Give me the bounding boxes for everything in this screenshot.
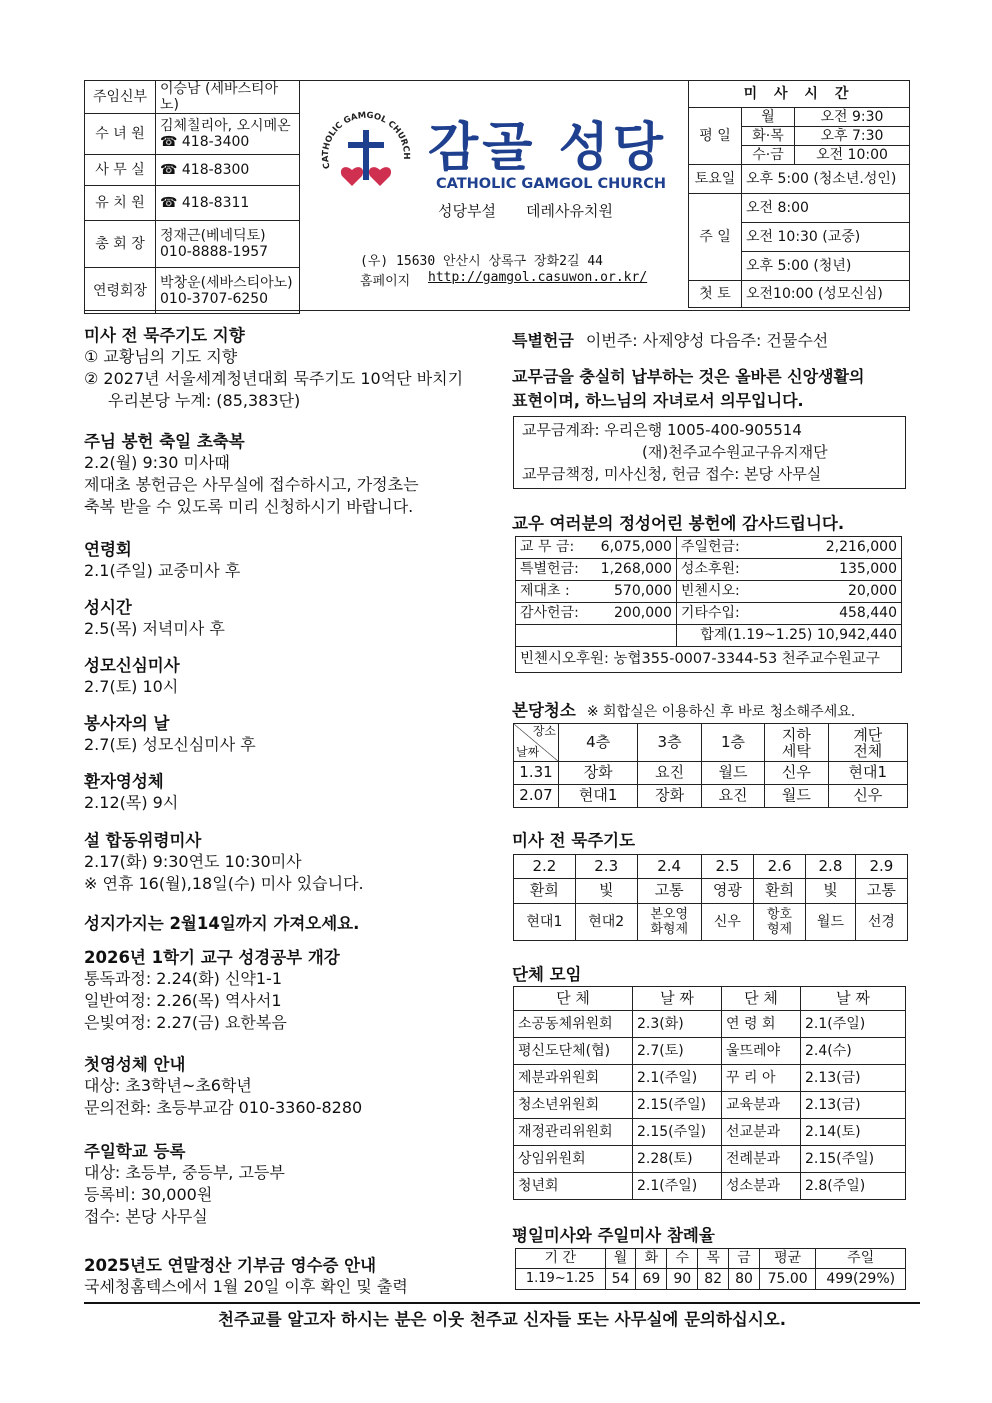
info-value: ☎ 418-8311	[156, 186, 300, 221]
church-logo	[318, 108, 414, 204]
offering-value: 570,000	[589, 581, 676, 603]
address: (우) 15630 안산시 상록구 장화2길 44	[360, 254, 603, 269]
group-name: 재정관리위원회	[514, 1119, 633, 1146]
sunday-time: 오후 5:00 (청년)	[742, 252, 910, 281]
info-value: 010-3707-6250	[160, 290, 269, 307]
rosary-group: 월드	[806, 904, 856, 941]
attendance-cell: 1.19~1.25	[516, 1269, 606, 1290]
rosary-mystery: 영광	[701, 879, 753, 904]
rosary-mystery: 빛	[806, 879, 856, 904]
groups-title: 단체 모임	[512, 965, 582, 984]
rosary-mystery: 환희	[514, 879, 576, 904]
cleaning-cell: 월드	[765, 785, 828, 808]
offering-label: 교 무 금:	[516, 537, 590, 559]
attendance-header: 주일	[816, 1249, 906, 1269]
info-value: 박창운(세바스티아노)	[160, 274, 293, 291]
info-label: 사 무 실	[85, 155, 156, 186]
sunday-label: 주 일	[689, 194, 742, 281]
dues-account-box	[513, 416, 906, 489]
text-line: 교무금을 충실히 납부하는 것은 올바른 신앙생활의	[512, 367, 865, 386]
offering-label: 기타수입:	[676, 603, 779, 625]
mass-day: 월	[742, 108, 795, 127]
mass-time: 오전 10:00	[795, 146, 910, 165]
cleaning-header-cell: 3층	[638, 724, 701, 762]
info-value: 정재근(베네딕토)	[160, 228, 266, 245]
section-volunteer-day	[84, 710, 504, 756]
section-title: 2026년 1학기 교구 성경공부 개강	[84, 948, 340, 967]
section-title: 주일학교 등록	[84, 1142, 186, 1161]
rosary-group: 선경	[855, 904, 907, 941]
group-name: 교육분과	[722, 1092, 801, 1119]
text-line: 2.12(목) 9시	[84, 793, 179, 812]
first-sat-label: 첫 토	[689, 281, 742, 308]
text-line: 대상: 초3학년~초6학년	[84, 1076, 252, 1095]
info-label: 총 회 장	[85, 221, 156, 268]
text-line: 2.1(주일) 교중미사 후	[84, 561, 241, 580]
header-info-table	[84, 80, 300, 314]
cleaning-note: ※ 회합실은 이용하신 후 바로 청소해주세요.	[586, 704, 856, 720]
text-line: 통독과정: 2.24(화) 신약1-1	[84, 969, 282, 988]
rosary-date: 2.5	[701, 855, 753, 879]
offering-value: 200,000	[589, 603, 676, 625]
info-value: 김체칠리아, 오시메온	[160, 118, 291, 135]
attendance-title: 평일미사와 주일미사 참례율	[512, 1226, 715, 1245]
text-line: 표현이며, 하느님의 자녀로서 의무입니다.	[512, 391, 804, 410]
attendance-cell: 499(29%)	[816, 1269, 906, 1290]
group-name: 성소분과	[722, 1173, 801, 1200]
section-yeonryeong	[84, 536, 504, 582]
rosary-date: 2.9	[855, 855, 907, 879]
rosary-date: 2.6	[753, 855, 805, 879]
group-date: 2.14(토)	[801, 1119, 906, 1146]
offering-value: 1,268,000	[589, 559, 676, 581]
group-name: 청년회	[514, 1173, 633, 1200]
group-name: 평신도단체(협)	[514, 1038, 633, 1065]
saturday-label: 토요일	[689, 165, 742, 194]
cleaning-header-cell: 지하 세탁	[765, 724, 828, 762]
section-first-communion	[84, 1051, 504, 1119]
text-line: 2.7(토) 성모신심미사 후	[84, 735, 256, 754]
church-title-en: CATHOLIC GAMGOL CHURCH	[436, 176, 666, 192]
sunday-time: 오전 10:30 (교중)	[742, 223, 910, 252]
cleaning-cell: 요진	[701, 785, 764, 808]
cleaning-header-cell: 4층	[559, 724, 638, 762]
attendance-header: 기 간	[516, 1249, 606, 1269]
text-line: ① 교황님의 기도 지향	[84, 347, 238, 366]
corner-label: 장소	[532, 724, 556, 738]
attendance-header: 수	[667, 1249, 698, 1269]
section-title: 봉사자의 날	[84, 714, 170, 733]
cleaning-cell: 신우	[765, 762, 828, 785]
info-value: 010-8888-1957	[160, 244, 269, 261]
special-offering	[512, 328, 828, 351]
mass-day: 수·금	[742, 146, 795, 165]
rosary-date: 2.8	[806, 855, 856, 879]
info-label: 유 치 원	[85, 186, 156, 221]
footer-notice: 천주교를 알고자 하시는 분은 이웃 천주교 신자들 또는 사무실에 문의하십시오.	[217, 1310, 786, 1329]
section-title: 성시간	[84, 598, 132, 617]
offering-value: 6,075,000	[589, 537, 676, 559]
attendance-cell: 82	[698, 1269, 729, 1290]
offering-label: 제대초 :	[516, 581, 590, 603]
rosary-group: 항호 형제	[753, 904, 805, 941]
text-line: 문의전화: 초등부교감 010-3360-8280	[84, 1098, 363, 1117]
text-line: 은빛여정: 2.27(금) 요한복음	[84, 1013, 287, 1032]
cleaning-cell: 현대1	[828, 762, 907, 785]
group-date: 2.15(주일)	[633, 1092, 722, 1119]
section-title: 미사 전 묵주기도 지향	[84, 326, 245, 345]
offering-value: 135,000	[779, 559, 901, 581]
attendance-cell: 80	[729, 1269, 760, 1290]
offering-label: 특별헌금:	[516, 559, 590, 581]
rosary-group: 현대1	[514, 904, 576, 941]
info-label: 주임신부	[85, 81, 156, 114]
group-name: 상임위원회	[514, 1146, 633, 1173]
cleaning-header	[512, 697, 855, 721]
group-date: 2.3(화)	[633, 1011, 722, 1038]
rosary-mystery: 고통	[855, 879, 907, 904]
attendance-header: 금	[729, 1249, 760, 1269]
group-name: 소공동체위원회	[514, 1011, 633, 1038]
groups-header-cell: 날 짜	[801, 987, 906, 1011]
section-tax-receipt	[84, 1252, 504, 1298]
section-title: 2025년도 연말정산 기부금 영수증 안내	[84, 1256, 377, 1275]
section-title: 설 합동위령미사	[84, 831, 202, 850]
group-name: 전례분과	[722, 1146, 801, 1173]
vincent-account: 빈첸시오후원: 농협355-0007-3344-53 천주교수원교구	[516, 647, 902, 673]
section-title: 성모신심미사	[84, 656, 180, 675]
info-value: ☎ 418-8300	[156, 155, 300, 186]
cleaning-cell: 요진	[638, 762, 701, 785]
attendance-cell: 69	[636, 1269, 667, 1290]
groups-header-cell: 날 짜	[633, 987, 722, 1011]
rosary-group: 본오영 화형제	[637, 904, 701, 941]
account-line: 교무금계좌: 우리은행 1005-400-905514	[522, 421, 802, 439]
info-label: 수 녀 원	[85, 114, 156, 155]
text-line: 2.5(목) 저녁미사 후	[84, 619, 225, 638]
first-sat-time: 오전10:00 (성모신심)	[742, 281, 910, 308]
text-line: ※ 연휴 16(월),18일(수) 미사 있습니다.	[84, 874, 364, 893]
rosary-group: 신우	[701, 904, 753, 941]
group-name: 제분과위원회	[514, 1065, 633, 1092]
rosary-title: 미사 전 묵주기도	[512, 831, 636, 850]
group-name: 꾸 리 아	[722, 1065, 801, 1092]
text-line: 대상: 초등부, 중등부, 고등부	[84, 1163, 285, 1182]
dues-notice	[512, 365, 864, 413]
section-title: 환자영성체	[84, 772, 164, 791]
account-line: 교무금책정, 미사신청, 헌금 접수: 본당 사무실	[522, 465, 822, 483]
groups-header-cell: 단 체	[514, 987, 633, 1011]
homepage-label: 홈페이지	[360, 274, 411, 289]
info-label: 연령회장	[85, 268, 156, 314]
cleaning-cell: 신우	[828, 785, 907, 808]
offering-label: 주일헌금:	[676, 537, 779, 559]
section-title: 연령회	[84, 540, 132, 559]
offering-value: 20,000	[779, 581, 901, 603]
group-date: 2.13(금)	[801, 1092, 906, 1119]
cleaning-cell: 1.31	[514, 762, 559, 785]
rosary-mystery: 빛	[575, 879, 637, 904]
groups-header-cell: 단 체	[722, 987, 801, 1011]
group-date: 2.8(주일)	[801, 1173, 906, 1200]
group-date: 2.7(토)	[633, 1038, 722, 1065]
group-date: 2.1(주일)	[633, 1065, 722, 1092]
rosary-date: 2.3	[575, 855, 637, 879]
section-bible-study	[84, 944, 504, 1034]
group-date: 2.1(주일)	[801, 1011, 906, 1038]
groups-table	[513, 986, 906, 1200]
group-name: 울뜨레야	[722, 1038, 801, 1065]
cleaning-header-cell: 계단 전체	[828, 724, 907, 762]
section-rosary-intention	[84, 322, 504, 412]
thanks-title: 교우 여러분의 정성어린 봉헌에 감사드립니다.	[512, 514, 845, 533]
cleaning-cell: 현대1	[559, 785, 638, 808]
group-name: 청소년위원회	[514, 1092, 633, 1119]
text-line: 국세청홈텍스에서 1월 20일 이후 확인 및 출력	[84, 1277, 408, 1296]
cleaning-cell: 장화	[559, 762, 638, 785]
mass-times-table	[688, 80, 910, 308]
group-name: 선교분과	[722, 1119, 801, 1146]
section-title: 주님 봉헌 축일 초축복	[84, 432, 245, 451]
rosary-mystery: 고통	[637, 879, 701, 904]
homepage-link[interactable]: http://gamgol.casuwon.or.kr/	[428, 270, 648, 285]
footer-divider	[84, 1302, 920, 1304]
text-line: 접수: 본당 사무실	[84, 1207, 208, 1226]
offering-label: 감사헌금:	[516, 603, 590, 625]
text-line: 등록비: 30,000원	[84, 1185, 213, 1204]
section-candlemas	[84, 428, 504, 518]
group-date: 2.4(수)	[801, 1038, 906, 1065]
rosary-date: 2.4	[637, 855, 701, 879]
church-title: 감골 성당	[428, 118, 668, 178]
rosary-date: 2.2	[514, 855, 576, 879]
section-sunday-school	[84, 1138, 504, 1228]
attendance-header: 화	[636, 1249, 667, 1269]
mass-day: 화·목	[742, 127, 795, 146]
group-name: 연 령 회	[722, 1011, 801, 1038]
info-value: ☎ 418-3400	[160, 134, 250, 151]
mass-time: 오후 7:30	[795, 127, 910, 146]
affiliate-label: 성당부설	[438, 202, 496, 220]
cleaning-cell: 2.07	[514, 785, 559, 808]
attendance-cell: 90	[667, 1269, 698, 1290]
cleaning-table	[513, 723, 908, 808]
saturday-time: 오후 5:00 (청소년.성인)	[742, 165, 910, 194]
section-sick-communion	[84, 768, 504, 814]
group-date: 2.28(토)	[633, 1146, 722, 1173]
rosary-group: 현대2	[575, 904, 637, 941]
affiliate-name: 데레사유치원	[526, 202, 613, 220]
text-line: ② 2027년 서울세계청년대회 묵주기도 10억단 바치기	[84, 369, 464, 388]
cleaning-corner-cell	[514, 724, 559, 762]
section-title: 본당청소	[512, 701, 576, 720]
special-offering-text: 이번주: 사제양성 다음주: 건물수선	[585, 331, 829, 350]
text-line: 축복 받을 수 있도록 미리 신청하시기 바랍니다.	[84, 497, 414, 516]
offering-total: 합계(1.19~1.25) 10,942,440	[676, 625, 901, 647]
offering-label: 빈첸시오:	[676, 581, 779, 603]
account-line: (재)천주교수원교구유지재단	[642, 443, 828, 461]
logo-ring-text: CATHOLIC GAMGOL CHURCH	[320, 110, 412, 170]
attendance-header: 월	[605, 1249, 636, 1269]
text-line: 우리본당 누계: (85,383단)	[108, 391, 301, 410]
offering-value: 2,216,000	[779, 537, 901, 559]
section-title: 첫영성체 안내	[84, 1055, 186, 1074]
offering-table	[515, 536, 902, 673]
section-title: 성지가지는 2월14일까지 가져오세요.	[84, 914, 360, 933]
group-date: 2.15(주일)	[801, 1146, 906, 1173]
attendance-header: 목	[698, 1249, 729, 1269]
text-line: 일반여정: 2.26(목) 역사서1	[84, 991, 282, 1010]
section-holy-hour	[84, 594, 504, 640]
text-line: 2.17(화) 9:30연도 10:30미사	[84, 852, 302, 871]
cleaning-cell: 월드	[701, 762, 764, 785]
mass-times-title: 미 사 시 간	[689, 81, 910, 108]
attendance-header: 평균	[759, 1249, 816, 1269]
rosary-table	[513, 854, 908, 941]
section-palm-branches	[84, 910, 504, 934]
corner-label: 날짜	[516, 745, 540, 760]
section-marian-mass	[84, 652, 504, 698]
offering-value: 458,440	[779, 603, 901, 625]
attendance-cell: 54	[605, 1269, 636, 1290]
sunday-time: 오전 8:00	[742, 194, 910, 223]
special-offering-title: 특별헌금	[512, 331, 574, 350]
text-line: 2.7(토) 10시	[84, 677, 179, 696]
group-date: 2.15(주일)	[633, 1119, 722, 1146]
text-line: 제대초 봉헌금은 사무실에 접수하시고, 가정초는	[84, 475, 419, 494]
group-date: 2.1(주일)	[633, 1173, 722, 1200]
text-line: 2.2(월) 9:30 미사때	[84, 453, 230, 472]
cleaning-cell: 장화	[638, 785, 701, 808]
group-date: 2.13(금)	[801, 1065, 906, 1092]
attendance-table	[515, 1248, 906, 1290]
cleaning-header-cell: 1층	[701, 724, 764, 762]
section-seol-mass	[84, 827, 504, 895]
weekday-label: 평 일	[689, 108, 742, 165]
offering-label: 성소후원:	[676, 559, 779, 581]
rosary-mystery: 환희	[753, 879, 805, 904]
info-value: 이승남 (세바스티아노)	[156, 81, 300, 114]
mass-time: 오전 9:30	[795, 108, 910, 127]
attendance-cell: 75.00	[759, 1269, 816, 1290]
